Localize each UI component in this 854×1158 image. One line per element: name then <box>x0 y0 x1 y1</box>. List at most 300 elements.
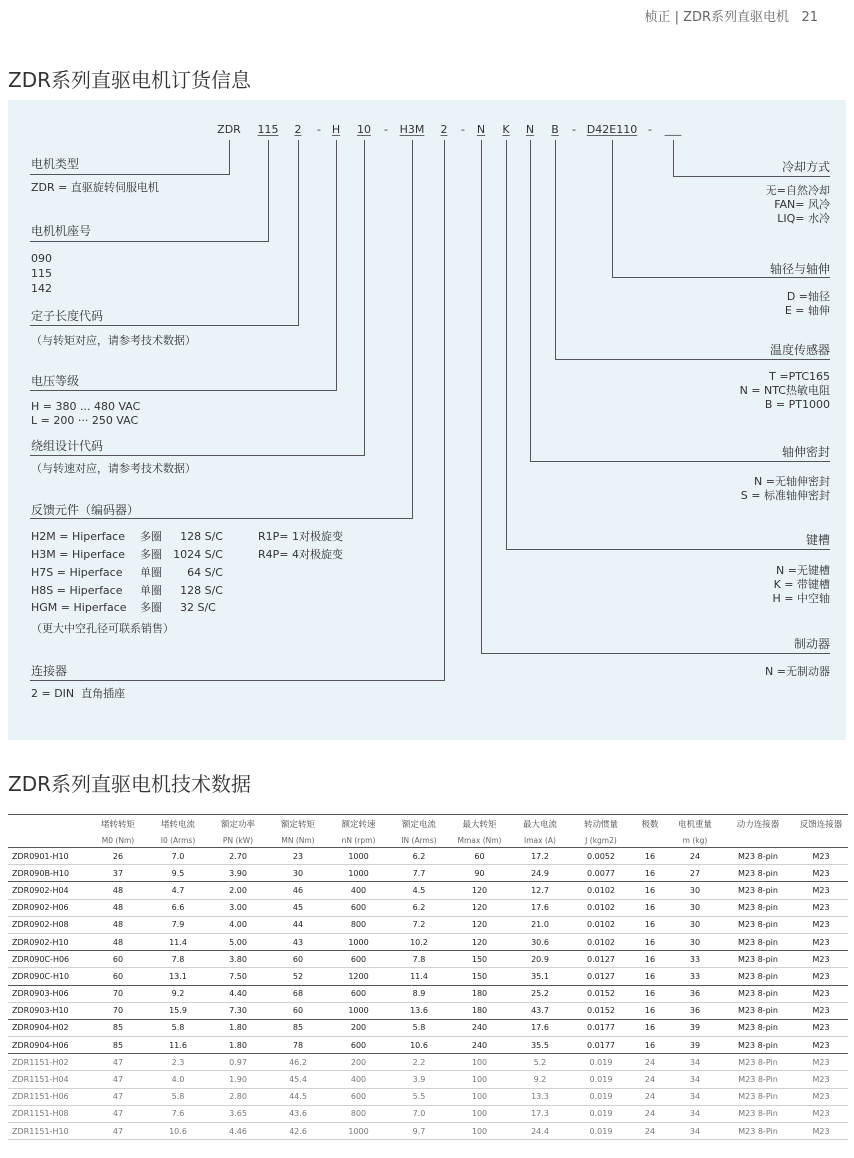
table-cell: 0.0052 <box>570 848 632 865</box>
column-unit: m (kg) <box>668 833 722 848</box>
table-cell: 39 <box>668 1037 722 1054</box>
table-cell: 34 <box>668 1071 722 1088</box>
table-cell: 47 <box>88 1105 148 1122</box>
table-cell: 46 <box>268 882 328 899</box>
table-row <box>8 1037 848 1054</box>
table-row <box>8 1088 848 1105</box>
column-header: 堵转电流 <box>148 815 208 834</box>
connector-heading: 连接器 <box>31 664 68 678</box>
table-cell: 7.7 <box>389 865 449 882</box>
table-cell: 16 <box>632 1019 668 1036</box>
table-row <box>8 1002 848 1019</box>
table-cell: M23 <box>794 899 848 916</box>
table-cell: 16 <box>632 968 668 985</box>
feedback-option-type: 多圈 <box>140 548 162 561</box>
table-cell: 13.6 <box>389 1002 449 1019</box>
table-cell: 13.1 <box>148 968 208 985</box>
table-cell: 26 <box>88 848 148 865</box>
table-cell: 42.6 <box>268 1123 328 1140</box>
table-cell: 2.80 <box>208 1088 268 1105</box>
table-cell: 6.2 <box>389 848 449 865</box>
column-unit: I0 (Arms) <box>148 833 208 848</box>
table-cell: 0.0152 <box>570 985 632 1002</box>
table-cell: 20.9 <box>510 951 570 968</box>
table-cell: 36 <box>668 985 722 1002</box>
table-cell: M23 <box>794 1123 848 1140</box>
table-cell: 0.019 <box>570 1071 632 1088</box>
feedback-option-res: 128 S/C <box>180 530 223 543</box>
table-cell: 800 <box>328 916 389 933</box>
table-cell: 48 <box>88 899 148 916</box>
table-cell: 12.7 <box>510 882 570 899</box>
table-cell: M23 <box>794 916 848 933</box>
shaft-seal-desc: N =无轴伸密封 S = 标准轴伸密封 <box>740 475 830 502</box>
table-cell: 52 <box>268 968 328 985</box>
table-cell: 4.7 <box>148 882 208 899</box>
column-unit: nN (rpm) <box>328 833 389 848</box>
table-cell: 15.9 <box>148 1002 208 1019</box>
table-cell: 17.6 <box>510 899 570 916</box>
tech-section-title: ZDR系列直驱电机技术数据 <box>8 772 251 796</box>
code-segment: H3M <box>399 123 425 136</box>
table-cell: 0.0152 <box>570 1002 632 1019</box>
table-cell: 16 <box>632 1002 668 1019</box>
table-cell: 6.6 <box>148 899 208 916</box>
table-cell: 200 <box>328 1054 389 1071</box>
table-row <box>8 951 848 968</box>
code-segment: 2 <box>440 123 448 136</box>
column-unit: J (kgm2) <box>570 833 632 848</box>
table-cell: 27 <box>668 865 722 882</box>
column-header: 额定功率 <box>208 815 268 834</box>
table-cell: 0.019 <box>570 1054 632 1071</box>
temp-sensor-heading: 温度传感器 <box>769 343 830 357</box>
table-cell: 68 <box>268 985 328 1002</box>
table-cell: 6.2 <box>389 899 449 916</box>
table-cell: M23 8-pin <box>722 1002 794 1019</box>
table-cell: 7.8 <box>148 951 208 968</box>
table-cell: 85 <box>268 1019 328 1036</box>
column-header: 额定转矩 <box>268 815 328 834</box>
table-cell: 800 <box>328 1105 389 1122</box>
table-cell: M23 8-pin <box>722 865 794 882</box>
shaft-desc: D =轴径 E = 轴伸 <box>784 290 830 317</box>
table-cell: 16 <box>632 882 668 899</box>
table-cell: M23 <box>794 1054 848 1071</box>
table-cell: 21.0 <box>510 916 570 933</box>
table-cell: 39 <box>668 1019 722 1036</box>
table-row <box>8 882 848 899</box>
motor-type-heading: 电机类型 <box>31 157 80 171</box>
model-cell: ZDR1151-H04 <box>8 1071 88 1088</box>
feedback-option-type: 单圈 <box>140 566 162 579</box>
table-cell: 0.0177 <box>570 1019 632 1036</box>
model-cell: ZDR090B-H10 <box>8 865 88 882</box>
voltage-desc: H = 380 ... 480 VAC L = 200 ··· 250 VAC <box>31 400 141 427</box>
table-cell: 60 <box>268 1002 328 1019</box>
feedback-option: H3M = Hiperface <box>31 548 125 561</box>
connector-desc: 2 = DIN 直角插座 <box>31 687 126 700</box>
table-cell: 60 <box>449 848 510 865</box>
table-cell: 44.5 <box>268 1088 328 1105</box>
table-cell: 17.2 <box>510 848 570 865</box>
table-cell: 120 <box>449 899 510 916</box>
table-cell: M23 8-pin <box>722 1037 794 1054</box>
code-separator: - <box>461 123 465 136</box>
column-header: 额定电流 <box>389 815 449 834</box>
table-cell: 5.2 <box>510 1054 570 1071</box>
table-cell: 23 <box>268 848 328 865</box>
table-cell: M23 <box>794 1071 848 1088</box>
table-units-row <box>8 833 848 848</box>
feedback-option-res: 32 S/C <box>180 601 216 614</box>
winding-heading: 绕组设计代码 <box>31 439 104 453</box>
table-cell: 0.0127 <box>570 951 632 968</box>
table-cell: 5.5 <box>389 1088 449 1105</box>
table-row <box>8 1071 848 1088</box>
table-cell: 1.80 <box>208 1037 268 1054</box>
table-cell: 2.00 <box>208 882 268 899</box>
table-cell: 43 <box>268 933 328 950</box>
table-cell: 16 <box>632 865 668 882</box>
table-cell: 120 <box>449 916 510 933</box>
table-cell: 180 <box>449 985 510 1002</box>
column-unit: M0 (Nm) <box>88 833 148 848</box>
code-separator: - <box>572 123 576 136</box>
table-cell: 44 <box>268 916 328 933</box>
table-cell: M23 <box>794 1019 848 1036</box>
motor-type-desc: ZDR = 直驱旋转伺服电机 <box>31 181 159 194</box>
table-cell: 600 <box>328 899 389 916</box>
column-header: 最大转矩 <box>449 815 510 834</box>
header-text: 桢正 | ZDR系列直驱电机 <box>644 10 790 25</box>
table-cell: 34 <box>668 1105 722 1122</box>
table-cell: 7.6 <box>148 1105 208 1122</box>
table-cell: 24 <box>632 1054 668 1071</box>
table-cell: 33 <box>668 968 722 985</box>
keyway-heading: 键槽 <box>805 533 830 547</box>
table-cell: 24.9 <box>510 865 570 882</box>
table-cell: M23 8-pin <box>722 882 794 899</box>
code-separator: - <box>648 123 652 136</box>
keyway-desc: N =无键槽 K = 带键槽 H = 中空轴 <box>772 564 830 605</box>
table-cell: 5.8 <box>148 1088 208 1105</box>
table-cell: 45 <box>268 899 328 916</box>
column-unit <box>722 833 794 848</box>
cooling-desc: 无=自然冷却 FAN= 风冷 LIQ= 水冷 <box>765 184 830 225</box>
table-cell: 30 <box>668 916 722 933</box>
table-cell: M23 8-Pin <box>722 1071 794 1088</box>
table-cell: 2.70 <box>208 848 268 865</box>
model-cell: ZDR0903-H10 <box>8 1002 88 1019</box>
model-cell: ZDR0904-H02 <box>8 1019 88 1036</box>
table-cell: 4.46 <box>208 1123 268 1140</box>
table-cell: 24 <box>632 1071 668 1088</box>
table-cell: M23 <box>794 1002 848 1019</box>
code-segment: ZDR <box>217 123 241 136</box>
column-unit <box>632 833 668 848</box>
table-cell: M23 <box>794 848 848 865</box>
table-cell: 3.65 <box>208 1105 268 1122</box>
table-row <box>8 916 848 933</box>
column-header: 动力连接器 <box>722 815 794 834</box>
table-cell: 16 <box>632 916 668 933</box>
column-unit: Mmax (Nm) <box>449 833 510 848</box>
code-separator: - <box>317 123 321 136</box>
frame-size-heading: 电机机座号 <box>31 224 92 238</box>
table-cell: 7.0 <box>148 848 208 865</box>
table-cell: 1000 <box>328 865 389 882</box>
column-header: 额定转速 <box>328 815 389 834</box>
table-cell: 1.90 <box>208 1071 268 1088</box>
table-cell: 9.7 <box>389 1123 449 1140</box>
table-cell: 13.3 <box>510 1088 570 1105</box>
stator-length-desc: （与转矩对应，请参考技术数据） <box>31 334 196 347</box>
table-cell: 3.9 <box>389 1071 449 1088</box>
table-cell: 43.7 <box>510 1002 570 1019</box>
table-cell: 16 <box>632 899 668 916</box>
model-cell: ZDR0902-H06 <box>8 899 88 916</box>
page-number: 21 <box>801 10 818 25</box>
table-cell: 36 <box>668 1002 722 1019</box>
order-section-title: ZDR系列直驱电机订货信息 <box>8 68 251 92</box>
table-cell: 34 <box>668 1123 722 1140</box>
table-cell: 16 <box>632 848 668 865</box>
model-cell: ZDR0902-H04 <box>8 882 88 899</box>
table-cell: M23 <box>794 968 848 985</box>
model-cell: ZDR0902-H10 <box>8 933 88 950</box>
table-cell: 60 <box>88 968 148 985</box>
table-cell: 4.40 <box>208 985 268 1002</box>
table-cell: 0.0077 <box>570 865 632 882</box>
feedback-note: （更大中空孔径可联系销售） <box>31 622 174 635</box>
table-cell: 600 <box>328 985 389 1002</box>
table-row <box>8 865 848 882</box>
table-cell: 9.5 <box>148 865 208 882</box>
column-unit: PN (kW) <box>208 833 268 848</box>
table-cell: 150 <box>449 951 510 968</box>
cooling-heading: 冷却方式 <box>781 160 830 174</box>
table-cell: 2.3 <box>148 1054 208 1071</box>
table-cell: 0.0102 <box>570 882 632 899</box>
table-cell: 10.6 <box>148 1123 208 1140</box>
column-header: 转动惯量 <box>570 815 632 834</box>
table-cell: 7.0 <box>389 1105 449 1122</box>
table-cell: 3.00 <box>208 899 268 916</box>
table-cell: 47 <box>88 1123 148 1140</box>
feedback-option-type: 多圈 <box>140 530 162 543</box>
table-cell: 7.30 <box>208 1002 268 1019</box>
table-cell: 0.0102 <box>570 916 632 933</box>
table-cell: M23 <box>794 1105 848 1122</box>
table-cell: 7.50 <box>208 968 268 985</box>
table-cell: 37 <box>88 865 148 882</box>
code-segment: 10 <box>357 123 371 136</box>
table-cell: 16 <box>632 985 668 1002</box>
table-cell: 70 <box>88 985 148 1002</box>
table-cell: 78 <box>268 1037 328 1054</box>
table-cell: 100 <box>449 1088 510 1105</box>
table-cell: 600 <box>328 951 389 968</box>
code-segment: N <box>476 123 486 136</box>
feedback-option: H8S = Hiperface <box>31 584 123 597</box>
table-cell: 400 <box>328 882 389 899</box>
code-segment: H <box>331 123 341 136</box>
feedback-option-res: 64 S/C <box>187 566 223 579</box>
table-cell: 400 <box>328 1071 389 1088</box>
table-cell: M23 <box>794 1088 848 1105</box>
code-segment: 2 <box>294 123 302 136</box>
table-cell: 60 <box>88 951 148 968</box>
table-cell: M23 <box>794 951 848 968</box>
table-cell: 1200 <box>328 968 389 985</box>
column-header <box>8 815 88 834</box>
table-cell: 180 <box>449 1002 510 1019</box>
table-cell: M23 8-Pin <box>722 1105 794 1122</box>
table-row <box>8 985 848 1002</box>
column-unit: Imax (A) <box>510 833 570 848</box>
table-cell: 5.8 <box>148 1019 208 1036</box>
table-cell: 120 <box>449 933 510 950</box>
table-cell: 150 <box>449 968 510 985</box>
model-cell: ZDR1151-H10 <box>8 1123 88 1140</box>
shaft-seal-heading: 轴伸密封 <box>781 445 830 459</box>
tech-data-table <box>8 814 848 1140</box>
table-cell: 35.5 <box>510 1037 570 1054</box>
table-cell: 45.4 <box>268 1071 328 1088</box>
table-cell: M23 <box>794 1037 848 1054</box>
table-cell: 24 <box>668 848 722 865</box>
table-cell: 16 <box>632 933 668 950</box>
table-cell: 30 <box>668 899 722 916</box>
feedback-option-res: 1024 S/C <box>173 548 223 561</box>
frame-size-desc: 090 115 142 <box>31 252 52 295</box>
table-cell: M23 8-pin <box>722 951 794 968</box>
column-header: 电机重量 <box>668 815 722 834</box>
feedback-heading: 反馈元件（编码器） <box>31 503 140 517</box>
table-cell: 85 <box>88 1037 148 1054</box>
table-row <box>8 848 848 865</box>
table-cell: 4.5 <box>389 882 449 899</box>
table-cell: 43.6 <box>268 1105 328 1122</box>
table-cell: 240 <box>449 1037 510 1054</box>
table-cell: 48 <box>88 882 148 899</box>
column-unit <box>8 833 88 848</box>
table-cell: 0.0127 <box>570 968 632 985</box>
table-cell: 34 <box>668 1088 722 1105</box>
table-cell: 11.6 <box>148 1037 208 1054</box>
table-cell: 1.80 <box>208 1019 268 1036</box>
table-cell: 85 <box>88 1019 148 1036</box>
table-cell: M23 8-Pin <box>722 1123 794 1140</box>
shaft-heading: 轴径与轴伸 <box>769 262 830 276</box>
feedback-option: HGM = Hiperface <box>31 601 127 614</box>
table-cell: 0.019 <box>570 1105 632 1122</box>
column-header: 极数 <box>632 815 668 834</box>
table-cell: 0.97 <box>208 1054 268 1071</box>
table-row <box>8 1054 848 1071</box>
model-cell: ZDR0903-H06 <box>8 985 88 1002</box>
table-cell: 200 <box>328 1019 389 1036</box>
table-cell: 7.8 <box>389 951 449 968</box>
table-cell: 600 <box>328 1088 389 1105</box>
table-cell: 5.8 <box>389 1019 449 1036</box>
table-cell: 100 <box>449 1123 510 1140</box>
resolver-option: R1P= 1对极旋变 <box>258 530 343 543</box>
column-header: 最大电流 <box>510 815 570 834</box>
brake-heading: 制动器 <box>793 637 830 651</box>
code-segment: 115 <box>257 123 279 136</box>
model-cell: ZDR090C-H06 <box>8 951 88 968</box>
code-segment: ___ <box>664 123 682 136</box>
table-cell: M23 8-pin <box>722 916 794 933</box>
table-cell: M23 <box>794 933 848 950</box>
table-cell: M23 8-pin <box>722 933 794 950</box>
table-cell: 3.90 <box>208 865 268 882</box>
table-cell: 4.0 <box>148 1071 208 1088</box>
table-cell: 90 <box>449 865 510 882</box>
column-unit: IN (Arms) <box>389 833 449 848</box>
table-cell: 11.4 <box>389 968 449 985</box>
table-cell: 120 <box>449 882 510 899</box>
table-cell: 1000 <box>328 848 389 865</box>
table-cell: 16 <box>632 951 668 968</box>
table-cell: M23 <box>794 882 848 899</box>
table-cell: 5.00 <box>208 933 268 950</box>
table-cell: 47 <box>88 1071 148 1088</box>
table-cell: 7.2 <box>389 916 449 933</box>
feedback-option-type: 多圈 <box>140 601 162 614</box>
table-cell: 0.0102 <box>570 899 632 916</box>
table-cell: M23 8-pin <box>722 899 794 916</box>
table-cell: 2.2 <box>389 1054 449 1071</box>
feedback-option: H2M = Hiperface <box>31 530 125 543</box>
code-segment: N <box>525 123 535 136</box>
model-cell: ZDR0902-H08 <box>8 916 88 933</box>
table-cell: 48 <box>88 933 148 950</box>
table-cell: 30 <box>268 865 328 882</box>
winding-desc: （与转速对应，请参考技术数据） <box>31 462 196 475</box>
table-cell: 0.0177 <box>570 1037 632 1054</box>
model-cell: ZDR0904-H06 <box>8 1037 88 1054</box>
page-header <box>644 6 818 25</box>
table-cell: 8.9 <box>389 985 449 1002</box>
table-row <box>8 1105 848 1122</box>
table-cell: 100 <box>449 1071 510 1088</box>
stator-length-heading: 定子长度代码 <box>31 309 104 323</box>
table-row <box>8 1123 848 1140</box>
table-row <box>8 899 848 916</box>
temp-sensor-desc: T =PTC165 N = NTC热敏电阻 B = PT1000 <box>739 370 830 411</box>
table-cell: 30 <box>668 882 722 899</box>
table-cell: 100 <box>449 1054 510 1071</box>
table-cell: 0.019 <box>570 1123 632 1140</box>
table-cell: 33 <box>668 951 722 968</box>
table-row <box>8 933 848 950</box>
table-cell: 60 <box>268 951 328 968</box>
table-cell: M23 8-pin <box>722 985 794 1002</box>
column-header: 堵转转矩 <box>88 815 148 834</box>
table-cell: 24 <box>632 1123 668 1140</box>
table-cell: 1000 <box>328 933 389 950</box>
table-cell: 9.2 <box>148 985 208 1002</box>
table-cell: 3.80 <box>208 951 268 968</box>
table-cell: 35.1 <box>510 968 570 985</box>
table-cell: 17.6 <box>510 1019 570 1036</box>
table-cell: 10.6 <box>389 1037 449 1054</box>
table-cell: 10.2 <box>389 933 449 950</box>
table-cell: 4.00 <box>208 916 268 933</box>
